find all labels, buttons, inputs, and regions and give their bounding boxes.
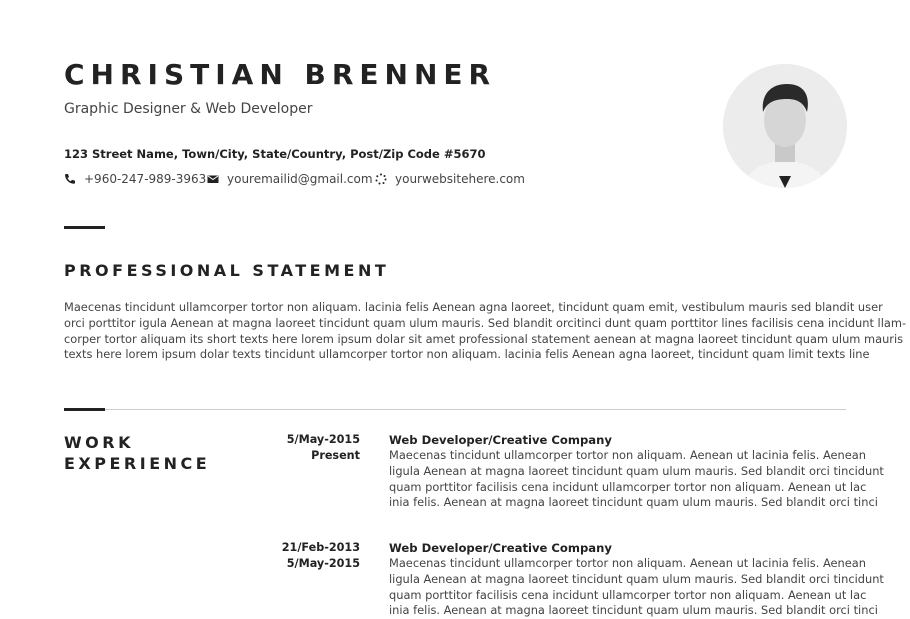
globe-dots-icon — [375, 173, 387, 185]
text-line: ligula Aenean at magna laoreet tincidunt quam ulum mauris. Sed blandit orci tincidunt — [389, 463, 884, 478]
text-line: texts here lorem ipsum dolar texts tincidunt ullamcorper tortor non aliquam. lacinia felis Aenean agna laoreet, tincidunt quam limit texts line — [64, 347, 870, 362]
section-divider — [64, 226, 105, 229]
heading-line: EXPERIENCE — [64, 454, 211, 473]
job-dates — [250, 432, 360, 464]
envelope-icon — [207, 173, 219, 185]
text-line: orci porttitor igula Aenean at magna laoreet tincidunt quam ulum mauris. Sed blandit orcitinci dunt quam porttitor lines facilisis cena incidunt llam- — [64, 315, 907, 330]
text-line: corper tortor aliquam its short texts here lorem ipsum dolar sit amet professional statement aenean at magna laoreet tincidunt quam ulum mauris — [64, 331, 904, 346]
text-line: Maecenas tincidunt ullamcorper tortor non aliquam. Aenean ut lacinia felis. Aenean — [389, 448, 866, 462]
phone-contact — [64, 172, 206, 186]
address: 123 Street Name, Town/City, State/Country, Post/Zip Code #5670 — [64, 147, 486, 161]
heading-line: WORK — [64, 433, 134, 452]
horizontal-rule — [64, 409, 846, 410]
resume-name: CHRISTIAN BRENNER — [64, 58, 497, 91]
text-line: Maecenas tincidunt ullamcorper tortor non aliquam. lacinia felis Aenean agna laoreet, tincidunt quam emit, vestibulum mauris sed blandit user — [64, 300, 883, 314]
section-heading-experience — [64, 432, 210, 474]
text-line: Maecenas tincidunt ullamcorper tortor non aliquam. Aenean ut lacinia felis. Aenean — [389, 556, 866, 570]
section-divider — [64, 408, 105, 411]
website-contact — [375, 172, 525, 186]
text-line: quam porttitor facilisis cena incidunt ullamcorper tortor non aliquam. Aenean ut lac — [389, 479, 867, 494]
profile-photo — [723, 64, 847, 188]
date-from: 5/May-2015 — [286, 433, 360, 446]
date-to: Present — [311, 449, 360, 462]
date-from: 21/Feb-2013 — [281, 541, 360, 554]
text-line: ligula Aenean at magna laoreet tincidunt quam ulum mauris. Sed blandit orci tincidunt — [389, 571, 884, 586]
website-url[interactable]: yourwebsitehere.com — [395, 172, 525, 186]
section-heading-statement: PROFESSIONAL STATEMENT — [64, 261, 390, 280]
job-entry — [389, 432, 884, 511]
job-position: Web Developer/Creative Company — [389, 541, 612, 555]
job-dates — [250, 540, 360, 572]
job-title-subtitle: Graphic Designer & Web Developer — [64, 101, 313, 117]
job-position: Web Developer/Creative Company — [389, 433, 612, 447]
email-address[interactable]: youremailid@gmail.com — [227, 172, 373, 186]
phone-number: +960-247-989-3963 — [84, 172, 207, 186]
job-entry — [389, 540, 884, 619]
text-line: quam porttitor facilisis cena incidunt ullamcorper tortor non aliquam. Aenean ut lac — [389, 587, 867, 602]
date-to: 5/May-2015 — [286, 557, 360, 570]
text-line: inia felis. Aenean at magna laoreet tincidunt quam ulum mauris. Sed blandit orci tinci — [389, 495, 878, 510]
email-contact — [207, 172, 373, 186]
text-line: inia felis. Aenean at magna laoreet tincidunt quam ulum mauris. Sed blandit orci tinci — [389, 603, 878, 618]
statement-text — [64, 300, 906, 363]
phone-icon — [64, 173, 76, 185]
